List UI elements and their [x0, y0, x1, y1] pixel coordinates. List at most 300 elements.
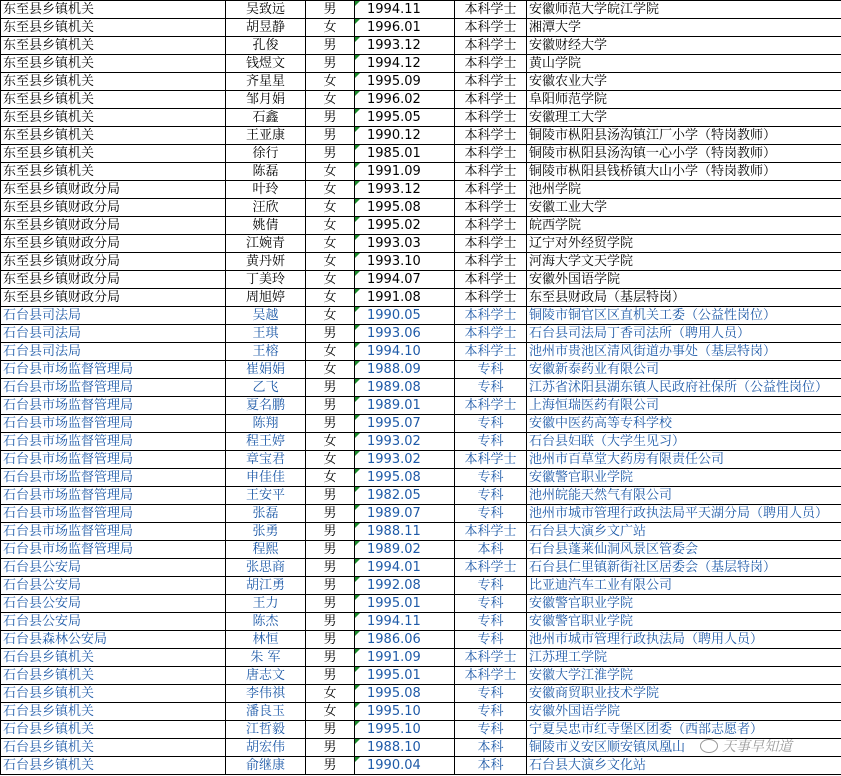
table-row [1, 235, 841, 253]
birth-text: 1989.01 [367, 398, 421, 413]
table-body [1, 1, 841, 775]
degree-cell: 专科 [455, 631, 527, 649]
birth-text: 1995.07 [367, 416, 421, 431]
cell-marker-icon [355, 235, 360, 240]
sex-cell: 男 [306, 55, 355, 73]
school-cell: 石台县妇联（大学生见习） [527, 433, 841, 451]
degree-cell: 本科学士 [455, 55, 527, 73]
table-row [1, 37, 841, 55]
table-row [1, 649, 841, 667]
sex-cell: 女 [306, 91, 355, 109]
school-cell: 石台县仁里镇新街社区居委会（基层特岗） [527, 559, 841, 577]
sex-cell: 男 [306, 523, 355, 541]
cell-marker-icon [355, 163, 360, 168]
table-row [1, 343, 841, 361]
school-cell: 安徽财经大学 [527, 37, 841, 55]
name-cell: 齐星星 [226, 73, 306, 91]
cell-marker-icon [355, 379, 360, 384]
degree-cell: 专科 [455, 379, 527, 397]
birth-cell [355, 109, 455, 127]
unit-cell: 石台县市场监督管理局 [1, 487, 226, 505]
school-cell: 河海大学文天学院 [527, 253, 841, 271]
unit-cell: 东至县乡镇机关 [1, 73, 226, 91]
birth-cell [355, 487, 455, 505]
birth-cell [355, 595, 455, 613]
name-cell: 丁美玲 [226, 271, 306, 289]
table-row [1, 181, 841, 199]
school-cell: 石台县司法局丁香司法所（聘用人员） [527, 325, 841, 343]
birth-text: 1995.01 [367, 596, 421, 611]
cell-marker-icon [355, 361, 360, 366]
unit-cell: 东至县乡镇财政分局 [1, 253, 226, 271]
name-cell: 周旭婷 [226, 289, 306, 307]
sex-cell: 女 [306, 271, 355, 289]
school-cell: 安徽师范大学皖江学院 [527, 1, 841, 19]
unit-cell: 石台县公安局 [1, 559, 226, 577]
cell-marker-icon [355, 343, 360, 348]
birth-cell [355, 19, 455, 37]
birth-cell [355, 271, 455, 289]
birth-text: 1995.08 [367, 200, 421, 215]
degree-cell: 专科 [455, 703, 527, 721]
table-row [1, 109, 841, 127]
unit-cell: 石台县市场监督管理局 [1, 469, 226, 487]
cell-marker-icon [355, 289, 360, 294]
cell-marker-icon [355, 487, 360, 492]
unit-cell: 东至县乡镇机关 [1, 109, 226, 127]
sex-cell: 男 [306, 487, 355, 505]
birth-text: 1994.11 [367, 2, 421, 17]
table-row [1, 505, 841, 523]
table-row [1, 19, 841, 37]
name-cell: 陈翔 [226, 415, 306, 433]
table-row [1, 307, 841, 325]
school-cell: 阜阳师范学院 [527, 91, 841, 109]
birth-cell [355, 703, 455, 721]
cell-marker-icon [355, 37, 360, 42]
school-cell: 池州市城市管理行政执法局（聘用人员） [527, 631, 841, 649]
degree-cell: 专科 [455, 469, 527, 487]
name-cell: 林恒 [226, 631, 306, 649]
birth-text: 1994.10 [367, 344, 421, 359]
birth-text: 1993.06 [367, 326, 421, 341]
cell-marker-icon [355, 631, 360, 636]
degree-cell: 本科学士 [455, 217, 527, 235]
birth-text: 1991.09 [367, 164, 421, 179]
sex-cell: 女 [306, 181, 355, 199]
degree-cell: 本科学士 [455, 73, 527, 91]
name-cell: 唐志文 [226, 667, 306, 685]
degree-cell: 专科 [455, 361, 527, 379]
birth-text: 1988.09 [367, 362, 421, 377]
degree-cell: 本科学士 [455, 307, 527, 325]
unit-cell: 石台县司法局 [1, 343, 226, 361]
unit-cell: 石台县市场监督管理局 [1, 451, 226, 469]
school-cell: 铜陵市枞阳县汤沟镇江厂小学（特岗教师） [527, 127, 841, 145]
birth-cell [355, 721, 455, 739]
unit-cell: 石台县市场监督管理局 [1, 433, 226, 451]
cell-marker-icon [355, 55, 360, 60]
degree-cell: 专科 [455, 505, 527, 523]
unit-cell: 东至县乡镇机关 [1, 1, 226, 19]
degree-cell: 本科学士 [455, 343, 527, 361]
name-cell: 乙飞 [226, 379, 306, 397]
sex-cell: 男 [306, 721, 355, 739]
unit-cell: 石台县市场监督管理局 [1, 523, 226, 541]
cell-marker-icon [355, 559, 360, 564]
degree-cell: 本科学士 [455, 181, 527, 199]
cell-marker-icon [355, 1, 360, 6]
degree-cell: 专科 [455, 595, 527, 613]
table-row [1, 289, 841, 307]
birth-cell [355, 163, 455, 181]
birth-cell [355, 577, 455, 595]
table-row [1, 127, 841, 145]
sex-cell: 男 [306, 505, 355, 523]
unit-cell: 东至县乡镇机关 [1, 91, 226, 109]
name-cell: 崔娟娟 [226, 361, 306, 379]
cell-marker-icon [355, 109, 360, 114]
degree-cell: 本科学士 [455, 37, 527, 55]
sex-cell: 男 [306, 1, 355, 19]
birth-text: 1985.01 [367, 146, 421, 161]
birth-cell [355, 289, 455, 307]
table-row [1, 73, 841, 91]
unit-cell: 石台县市场监督管理局 [1, 397, 226, 415]
name-cell: 叶玲 [226, 181, 306, 199]
unit-cell: 东至县乡镇财政分局 [1, 289, 226, 307]
birth-text: 1991.08 [367, 290, 421, 305]
sex-cell: 女 [306, 469, 355, 487]
birth-text: 1995.02 [367, 218, 421, 233]
sex-cell: 男 [306, 397, 355, 415]
birth-text: 1991.09 [367, 650, 421, 665]
table-row [1, 613, 841, 631]
birth-cell [355, 469, 455, 487]
name-cell: 朱 军 [226, 649, 306, 667]
name-cell: 邹月娟 [226, 91, 306, 109]
sex-cell: 女 [306, 163, 355, 181]
table-row [1, 631, 841, 649]
name-cell: 陈磊 [226, 163, 306, 181]
name-cell: 吴致远 [226, 1, 306, 19]
school-cell: 安徽工业大学 [527, 199, 841, 217]
birth-cell [355, 433, 455, 451]
sex-cell: 男 [306, 631, 355, 649]
unit-cell: 东至县乡镇机关 [1, 163, 226, 181]
cell-marker-icon [355, 271, 360, 276]
school-cell: 安徽警官职业学院 [527, 613, 841, 631]
name-cell: 胡江勇 [226, 577, 306, 595]
name-cell: 黄丹妍 [226, 253, 306, 271]
sex-cell: 女 [306, 451, 355, 469]
table-row [1, 397, 841, 415]
birth-cell [355, 523, 455, 541]
school-cell: 安徽农业大学 [527, 73, 841, 91]
birth-text: 1986.06 [367, 632, 421, 647]
school-cell: 安徽理工大学 [527, 109, 841, 127]
sex-cell: 女 [306, 19, 355, 37]
school-cell: 铜陵市枞阳县汤沟镇一心小学（特岗教师） [527, 145, 841, 163]
degree-cell: 本科学士 [455, 289, 527, 307]
unit-cell: 东至县乡镇机关 [1, 145, 226, 163]
sex-cell: 男 [306, 649, 355, 667]
unit-cell: 石台县司法局 [1, 325, 226, 343]
birth-text: 1993.02 [367, 434, 421, 449]
birth-cell [355, 37, 455, 55]
unit-cell: 石台县市场监督管理局 [1, 415, 226, 433]
degree-cell: 专科 [455, 577, 527, 595]
unit-cell: 石台县乡镇机关 [1, 667, 226, 685]
unit-cell: 石台县市场监督管理局 [1, 361, 226, 379]
birth-text: 1989.07 [367, 506, 421, 521]
degree-cell: 专科 [455, 721, 527, 739]
birth-text: 1995.10 [367, 704, 421, 719]
unit-cell: 石台县乡镇机关 [1, 739, 226, 757]
school-cell: 比亚迪汽车工业有限公司 [527, 577, 841, 595]
unit-cell: 东至县乡镇财政分局 [1, 235, 226, 253]
sex-cell: 男 [306, 541, 355, 559]
table-row [1, 739, 841, 757]
school-cell: 湘潭大学 [527, 19, 841, 37]
birth-cell [355, 55, 455, 73]
degree-cell: 本科学士 [455, 649, 527, 667]
birth-text: 1995.01 [367, 668, 421, 683]
sex-cell: 男 [306, 127, 355, 145]
birth-text: 1995.09 [367, 74, 421, 89]
sex-cell: 男 [306, 577, 355, 595]
birth-cell [355, 235, 455, 253]
sex-cell: 男 [306, 739, 355, 757]
birth-cell [355, 397, 455, 415]
unit-cell: 石台县乡镇机关 [1, 757, 226, 775]
table-row [1, 523, 841, 541]
birth-text: 1990.12 [367, 128, 421, 143]
name-cell: 胡宏伟 [226, 739, 306, 757]
birth-cell [355, 739, 455, 757]
watermark-text: 天事早知道 [722, 739, 792, 755]
table-row [1, 163, 841, 181]
cell-marker-icon [355, 253, 360, 258]
school-cell: 池州市百草堂大药房有限责任公司 [527, 451, 841, 469]
birth-cell [355, 505, 455, 523]
birth-cell [355, 361, 455, 379]
name-cell: 程王婷 [226, 433, 306, 451]
degree-cell: 本科学士 [455, 523, 527, 541]
cell-marker-icon [355, 757, 360, 762]
degree-cell: 本科学士 [455, 559, 527, 577]
birth-text: 1995.08 [367, 686, 421, 701]
cell-marker-icon [355, 145, 360, 150]
unit-cell: 东至县乡镇机关 [1, 37, 226, 55]
name-cell: 王亚康 [226, 127, 306, 145]
birth-text: 1996.01 [367, 20, 421, 35]
sex-cell: 女 [306, 433, 355, 451]
school-cell: 安徽外国语学院 [527, 271, 841, 289]
birth-cell [355, 415, 455, 433]
table-row [1, 703, 841, 721]
birth-cell [355, 1, 455, 19]
degree-cell: 本科学士 [455, 163, 527, 181]
unit-cell: 石台县乡镇机关 [1, 703, 226, 721]
degree-cell: 本科学士 [455, 19, 527, 37]
table-row [1, 721, 841, 739]
birth-text: 1993.03 [367, 236, 421, 251]
birth-text: 1994.11 [367, 614, 421, 629]
school-cell: 安徽警官职业学院 [527, 595, 841, 613]
birth-cell [355, 613, 455, 631]
cell-marker-icon [355, 649, 360, 654]
cell-marker-icon [355, 19, 360, 24]
name-cell: 王榕 [226, 343, 306, 361]
school-cell: 池州学院 [527, 181, 841, 199]
table-row [1, 271, 841, 289]
degree-cell: 本科学士 [455, 667, 527, 685]
table-row [1, 685, 841, 703]
birth-cell [355, 325, 455, 343]
birth-cell [355, 541, 455, 559]
birth-cell [355, 685, 455, 703]
birth-text: 1994.01 [367, 560, 421, 575]
school-cell: 石台县蓬莱仙洞风景区管委会 [527, 541, 841, 559]
birth-cell [355, 145, 455, 163]
cell-marker-icon [355, 667, 360, 672]
unit-cell: 石台县公安局 [1, 595, 226, 613]
birth-text: 1990.04 [367, 758, 421, 773]
sex-cell: 女 [306, 361, 355, 379]
cell-marker-icon [355, 127, 360, 132]
unit-cell: 石台县公安局 [1, 577, 226, 595]
degree-cell: 专科 [455, 487, 527, 505]
birth-text: 1989.02 [367, 542, 421, 557]
degree-cell: 专科 [455, 415, 527, 433]
degree-cell: 本科 [455, 541, 527, 559]
name-cell: 俞继康 [226, 757, 306, 775]
cell-marker-icon [355, 541, 360, 546]
table-row [1, 1, 841, 19]
birth-cell [355, 631, 455, 649]
school-cell: 安徽外国语学院 [527, 703, 841, 721]
birth-cell [355, 181, 455, 199]
birth-cell [355, 667, 455, 685]
sex-cell: 男 [306, 415, 355, 433]
birth-text: 1994.07 [367, 272, 421, 287]
name-cell: 石鑫 [226, 109, 306, 127]
birth-text: 1982.05 [367, 488, 421, 503]
degree-cell: 本科 [455, 739, 527, 757]
name-cell: 潘良玉 [226, 703, 306, 721]
table-row [1, 415, 841, 433]
name-cell: 吴越 [226, 307, 306, 325]
degree-cell: 本科学士 [455, 325, 527, 343]
name-cell: 陈杰 [226, 613, 306, 631]
birth-text: 1988.10 [367, 740, 421, 755]
school-cell: 池州市城市管理行政执法局平天湖分局（聘用人员） [527, 505, 841, 523]
cell-marker-icon [355, 217, 360, 222]
name-cell: 王力 [226, 595, 306, 613]
degree-cell: 本科学士 [455, 253, 527, 271]
cell-marker-icon [355, 325, 360, 330]
sex-cell: 女 [306, 253, 355, 271]
school-cell: 铜陵市枞阳县钱桥镇大山小学（特岗教师） [527, 163, 841, 181]
school-cell: 上海恒瑞医药有限公司 [527, 397, 841, 415]
sex-cell: 女 [306, 73, 355, 91]
cell-marker-icon [355, 595, 360, 600]
sex-cell: 女 [306, 307, 355, 325]
unit-cell: 东至县乡镇财政分局 [1, 217, 226, 235]
birth-text: 1995.05 [367, 110, 421, 125]
school-cell: 石台县大演乡文广站 [527, 523, 841, 541]
table-row [1, 577, 841, 595]
cell-marker-icon [355, 415, 360, 420]
name-cell: 夏名鹏 [226, 397, 306, 415]
birth-cell [355, 127, 455, 145]
cell-marker-icon [355, 505, 360, 510]
cell-marker-icon [355, 613, 360, 618]
school-cell: 黄山学院 [527, 55, 841, 73]
degree-cell: 本科学士 [455, 235, 527, 253]
birth-text: 1995.08 [367, 470, 421, 485]
name-cell: 章宝君 [226, 451, 306, 469]
unit-cell: 东至县乡镇机关 [1, 19, 226, 37]
name-cell: 徐行 [226, 145, 306, 163]
unit-cell: 东至县乡镇机关 [1, 55, 226, 73]
degree-cell: 本科学士 [455, 109, 527, 127]
name-cell: 王安平 [226, 487, 306, 505]
table-row [1, 487, 841, 505]
sex-cell: 男 [306, 37, 355, 55]
table-row [1, 325, 841, 343]
birth-cell [355, 379, 455, 397]
birth-text: 1993.12 [367, 182, 421, 197]
school-cell: 江苏省沭阳县湖东镇人民政府社保所（公益性岗位） [527, 379, 841, 397]
cell-marker-icon [355, 523, 360, 528]
birth-cell [355, 307, 455, 325]
cell-marker-icon [355, 577, 360, 582]
sex-cell: 女 [306, 217, 355, 235]
birth-text: 1996.02 [367, 92, 421, 107]
sex-cell: 女 [306, 235, 355, 253]
degree-cell: 本科学士 [455, 127, 527, 145]
unit-cell: 石台县市场监督管理局 [1, 541, 226, 559]
birth-text: 1995.10 [367, 722, 421, 737]
unit-cell: 石台县市场监督管理局 [1, 505, 226, 523]
table-row [1, 199, 841, 217]
unit-cell: 石台县森林公安局 [1, 631, 226, 649]
name-cell: 姚倩 [226, 217, 306, 235]
table-row [1, 559, 841, 577]
birth-text: 1989.08 [367, 380, 421, 395]
school-cell: 安徽新泰药业有限公司 [527, 361, 841, 379]
degree-cell: 专科 [455, 433, 527, 451]
sex-cell: 男 [306, 379, 355, 397]
birth-cell [355, 217, 455, 235]
sex-cell: 男 [306, 613, 355, 631]
sex-cell: 女 [306, 343, 355, 361]
table-row [1, 361, 841, 379]
degree-cell: 专科 [455, 613, 527, 631]
name-cell: 申佳佳 [226, 469, 306, 487]
birth-cell [355, 757, 455, 775]
school-cell: 宁夏吴忠市红寺堡区团委（西部志愿者） [527, 721, 841, 739]
name-cell: 钱煜文 [226, 55, 306, 73]
sex-cell: 男 [306, 145, 355, 163]
school-cell: 皖西学院 [527, 217, 841, 235]
cell-marker-icon [355, 703, 360, 708]
table-row [1, 595, 841, 613]
name-cell: 孔俊 [226, 37, 306, 55]
degree-cell: 本科学士 [455, 1, 527, 19]
